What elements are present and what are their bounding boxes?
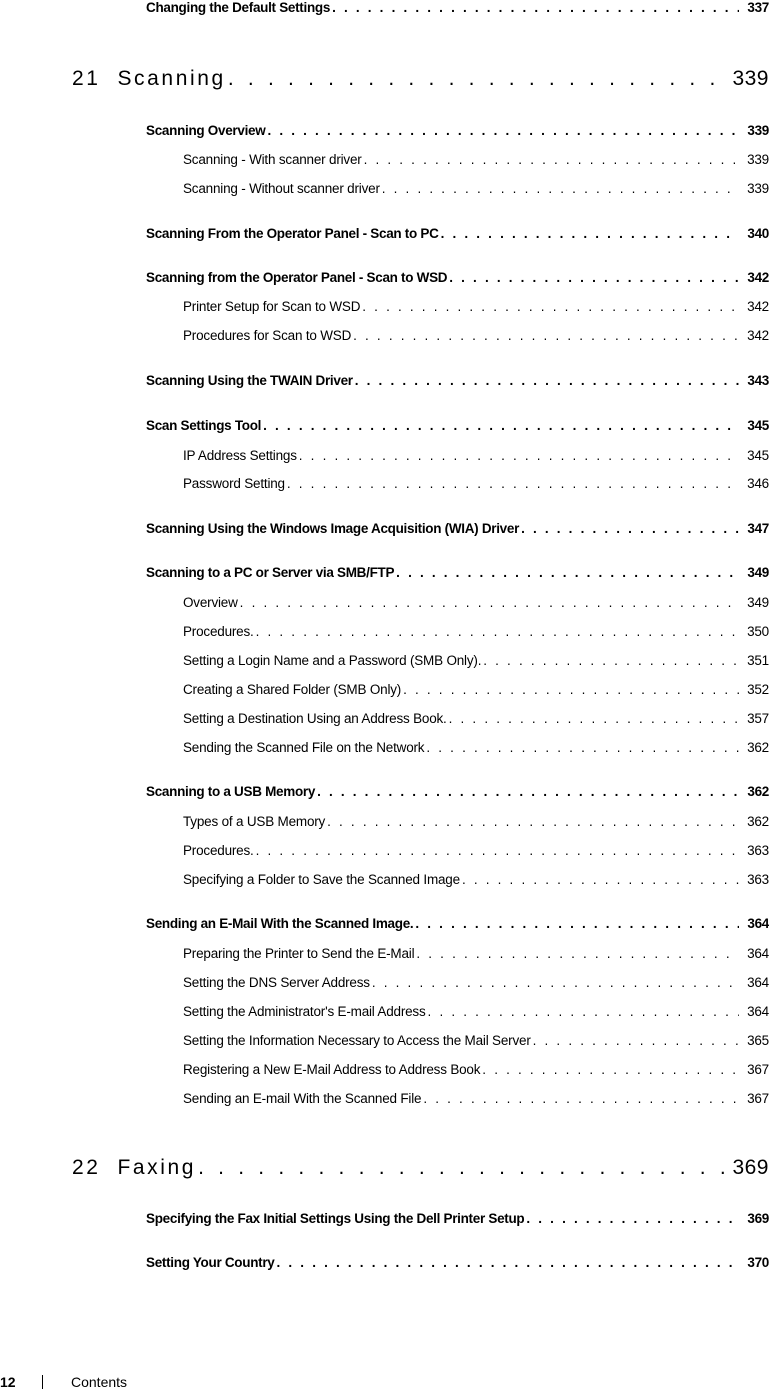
footer-page-number: 12: [0, 1374, 16, 1390]
toc-title: Setting the Information Necessary to Access the Mail Server: [183, 1033, 531, 1048]
toc-page: 367: [747, 1062, 769, 1077]
dot-leader: [332, 0, 739, 15]
toc-entry-subsection: [183, 682, 769, 697]
toc-entry-subsection: [183, 740, 769, 755]
toc-entry-subsection: [183, 299, 769, 314]
dot-leader: [256, 843, 739, 858]
toc-page: 349: [747, 595, 769, 610]
toc-title: Scanning: [117, 67, 226, 90]
chapter-number: 21: [72, 67, 101, 90]
toc-title: Sending the Scanned File on the Network: [183, 740, 425, 755]
toc-title: Scan Settings Tool: [146, 418, 262, 433]
toc-entry-subsection: [183, 448, 769, 463]
dot-leader: [362, 299, 739, 314]
dot-leader: [441, 226, 740, 241]
toc-entry-subsection: [183, 595, 769, 610]
toc-entry-section: [146, 226, 769, 241]
toc-entry-section: [146, 1211, 769, 1226]
toc-title: Types of a USB Memory: [183, 814, 326, 829]
dot-leader: [423, 1091, 739, 1106]
toc-title: Scanning to a PC or Server via SMB/FTP: [146, 565, 395, 580]
toc-entry-section: [146, 1255, 769, 1270]
toc-entry-section: [146, 521, 769, 536]
toc-title: Scanning - With scanner driver: [183, 152, 362, 167]
toc-title: Procedures for Scan to WSD: [183, 328, 352, 343]
toc-page: 339: [747, 123, 769, 138]
toc-entry-subsection: [183, 975, 769, 990]
toc-entry-section: [146, 0, 769, 15]
toc-page: 340: [747, 226, 769, 241]
dot-leader: [449, 711, 739, 726]
toc-title: Overview: [183, 595, 238, 610]
toc-page: 339: [747, 181, 769, 196]
toc-title: Specifying the Fax Initial Settings Using the Dell Printer Setup: [146, 1211, 525, 1226]
toc-page: 369: [747, 1211, 769, 1226]
toc-entry-subsection: [183, 814, 769, 829]
toc-page: 343: [747, 373, 769, 388]
toc-page: 365: [747, 1033, 769, 1048]
dot-leader: [426, 740, 739, 755]
toc-page: 370: [747, 1255, 769, 1270]
toc-title: Sending an E-mail With the Scanned File: [183, 1091, 422, 1106]
toc-entry-section: [146, 565, 769, 580]
dot-leader: [277, 1255, 740, 1270]
dot-leader: [415, 916, 739, 931]
footer-label: Contents: [71, 1374, 128, 1390]
toc-title: Setting a Destination Using an Address Book.: [183, 711, 447, 726]
dot-leader: [287, 476, 739, 491]
toc-title: Scanning to a USB Memory: [146, 784, 316, 799]
toc-title: Setting Your Country: [146, 1255, 275, 1270]
toc-entry-section: [146, 916, 769, 931]
toc-entry-subsection: [183, 711, 769, 726]
toc-entry-section: [146, 123, 769, 138]
toc-page: 363: [747, 843, 769, 858]
toc-page: 342: [747, 299, 769, 314]
dot-leader: [364, 152, 739, 167]
toc-title: Scanning Using the Windows Image Acquisition (WIA) Driver: [146, 521, 520, 536]
dot-leader: [449, 270, 739, 285]
dot-leader: [256, 624, 739, 639]
dot-leader: [327, 814, 739, 829]
dot-leader: [198, 1156, 724, 1180]
toc-entry-subsection: [183, 946, 769, 961]
toc-title: Password Setting: [183, 476, 285, 491]
toc-page: 357: [747, 711, 769, 726]
toc-title: Preparing the Printer to Send the E-Mail: [183, 946, 415, 961]
toc-page: 346: [747, 476, 769, 491]
toc-page: 342: [747, 270, 769, 285]
toc-title: Scanning Using the TWAIN Driver: [146, 373, 353, 388]
toc-page: 364: [747, 946, 769, 961]
dot-leader: [355, 373, 740, 388]
toc-entry-subsection: [183, 476, 769, 491]
toc-title: Procedures.: [183, 624, 254, 639]
dot-leader: [228, 67, 725, 91]
dot-leader: [533, 1033, 739, 1048]
toc-title: Scanning from the Operator Panel - Scan to WSD: [146, 270, 448, 285]
dot-leader: [396, 565, 739, 580]
toc-title: Setting the DNS Server Address: [183, 975, 370, 990]
toc-page: 342: [747, 328, 769, 343]
toc-page: 364: [747, 975, 769, 990]
dot-leader: [416, 946, 739, 961]
toc-entry-section: [146, 784, 769, 799]
toc-title: Printer Setup for Scan to WSD: [183, 299, 361, 314]
toc-title: Changing the Default Settings: [146, 0, 331, 15]
toc-title: Procedures.: [183, 843, 254, 858]
toc-title: Setting the Administrator's E-mail Address: [183, 1004, 426, 1019]
dot-leader: [482, 1062, 739, 1077]
toc-page: 345: [747, 418, 769, 433]
toc-entry-section: [146, 418, 769, 433]
toc-title: Setting a Login Name and a Password (SMB Only).: [183, 653, 482, 668]
toc-entry-chapter: [72, 67, 769, 91]
toc-page: 352: [747, 682, 769, 697]
toc-page: 337: [747, 0, 769, 15]
toc-entry-subsection: [183, 872, 769, 887]
dot-leader: [526, 1211, 739, 1226]
toc-entry-chapter: [72, 1156, 769, 1180]
dot-leader: [263, 418, 739, 433]
dot-leader: [240, 595, 739, 610]
toc-title: Creating a Shared Folder (SMB Only): [183, 682, 402, 697]
dot-leader: [428, 1004, 740, 1019]
toc-page: 339: [732, 67, 769, 90]
toc-page: 345: [747, 448, 769, 463]
toc-page: 367: [747, 1091, 769, 1106]
toc-page: 362: [747, 740, 769, 755]
toc-page: 362: [747, 784, 769, 799]
dot-leader: [403, 682, 739, 697]
toc-page: 350: [747, 624, 769, 639]
toc-entry-subsection: [183, 181, 769, 196]
toc-title: Faxing: [117, 1156, 197, 1179]
toc-page: 362: [747, 814, 769, 829]
dot-leader: [299, 448, 739, 463]
toc-entry-subsection: [183, 843, 769, 858]
toc-title: Sending an E-Mail With the Scanned Image.: [146, 916, 414, 931]
toc-entry-section: [146, 373, 769, 388]
dot-leader: [382, 181, 739, 196]
toc-entry-subsection: [183, 1091, 769, 1106]
toc-entry-subsection: [183, 653, 769, 668]
toc-entry-subsection: [183, 1062, 769, 1077]
toc-title: Scanning Overview: [146, 123, 266, 138]
dot-leader: [353, 328, 739, 343]
toc-title: Scanning - Without scanner driver: [183, 181, 380, 196]
dot-leader: [267, 123, 739, 138]
toc-entry-subsection: [183, 328, 769, 343]
toc-page: 349: [747, 565, 769, 580]
toc-page: 364: [747, 916, 769, 931]
page-footer: [0, 1374, 127, 1390]
dot-leader: [521, 521, 739, 536]
toc-page: 347: [747, 521, 769, 536]
toc-entry-subsection: [183, 152, 769, 167]
toc-title: Scanning From the Operator Panel - Scan to PC: [146, 226, 439, 241]
toc-page: 369: [732, 1156, 769, 1179]
toc-page: 364: [747, 1004, 769, 1019]
toc-entry-subsection: [183, 624, 769, 639]
toc-title: IP Address Settings: [183, 448, 297, 463]
toc-page: 363: [747, 872, 769, 887]
chapter-number: 22: [72, 1156, 101, 1179]
toc-entry-subsection: [183, 1033, 769, 1048]
toc-title: Registering a New E-Mail Address to Address Book: [183, 1062, 481, 1077]
dot-leader: [372, 975, 739, 990]
dot-leader: [317, 784, 739, 799]
dot-leader: [462, 872, 739, 887]
dot-leader: [483, 653, 739, 668]
toc-title: Specifying a Folder to Save the Scanned Image: [183, 872, 460, 887]
toc-entry-subsection: [183, 1004, 769, 1019]
toc-page: 351: [747, 653, 769, 668]
toc-page: 339: [747, 152, 769, 167]
footer-divider: [42, 1375, 43, 1389]
toc-entry-section: [146, 270, 769, 285]
